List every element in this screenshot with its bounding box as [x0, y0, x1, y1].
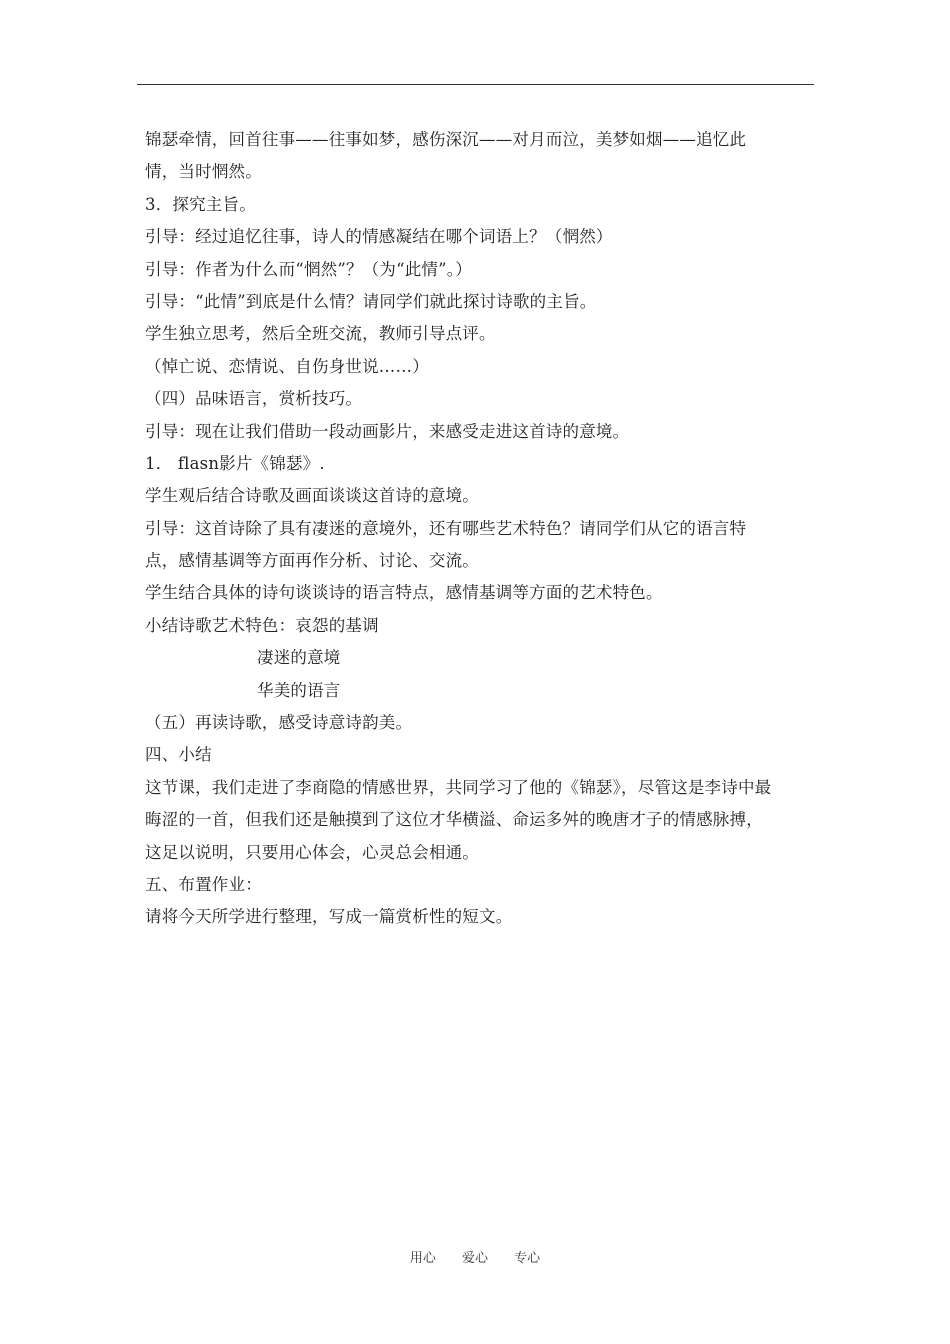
text-line: 引导：这首诗除了具有凄迷的意境外，还有哪些艺术特色？请同学们从它的语言特: [145, 518, 747, 538]
text-line: 1． flasn影片《锦瑟》.: [145, 453, 325, 473]
footer-text-1: 用心: [409, 1251, 436, 1266]
text-line: 点，感情基调等方面再作分析、讨论、交流。: [145, 551, 479, 571]
text-line: 小结诗歌艺术特色：哀怨的基调: [145, 615, 379, 635]
text-line: 四、小结: [145, 745, 212, 765]
text-line: 3．探究主旨。: [145, 194, 256, 214]
text-line: 学生观后结合诗歌及画面谈谈这首诗的意境。: [145, 486, 479, 506]
text-line: 晦涩的一首，但我们还是触摸到了这位才华横溢、命运多舛的晚唐才子的情感脉搏，: [145, 810, 763, 830]
text-line: 引导：经过追忆往事，诗人的情感凝结在哪个词语上？（惘然）: [145, 227, 613, 247]
footer-text-2: 爱心: [461, 1251, 488, 1266]
text-line: 锦瑟牵情，回首往事——往事如梦，感伤深沉——对月而泣，美梦如烟——追忆此: [145, 130, 747, 149]
text-line: 学生结合具体的诗句谈谈诗的语言特点，感情基调等方面的艺术特色。: [145, 583, 663, 603]
header-rule: [137, 84, 814, 85]
text-line: 这节课，我们走进了李商隐的情感世界，共同学习了他的《锦瑟》，尽管这是李诗中最: [145, 777, 772, 797]
text-line: 情，当时惘然。: [145, 162, 262, 182]
text-line: 引导：现在让我们借助一段动画影片，来感受走进这首诗的意境。: [145, 421, 630, 441]
text-line: 学生独立思考，然后全班交流，教师引导点评。: [145, 324, 496, 344]
text-line: 华美的语言: [257, 680, 341, 700]
text-line: 请将今天所学进行整理，写成一篇赏析性的短文。: [145, 907, 513, 927]
text-line: 引导：作者为什么而“惘然”？（为“此情”。）: [145, 259, 472, 279]
text-line: （四）品味语言，赏析技巧。: [145, 389, 363, 409]
footer-text-3: 专心: [514, 1251, 541, 1266]
text-line: 引导：“此情”到底是什么情？请同学们就此探讨诗歌的主旨。: [145, 291, 597, 311]
text-line: （五）再读诗歌，感受诗意诗韵美。: [145, 713, 413, 733]
text-line: 凄迷的意境: [257, 648, 341, 668]
document-body: [145, 124, 815, 934]
text-line: 五、布置作业：: [145, 874, 262, 894]
text-line: （悼亡说、恋情说、自伤身世说……）: [145, 356, 429, 376]
text-line: 这足以说明，只要用心体会，心灵总会相通。: [145, 842, 479, 862]
page-footer: [0, 1247, 950, 1266]
